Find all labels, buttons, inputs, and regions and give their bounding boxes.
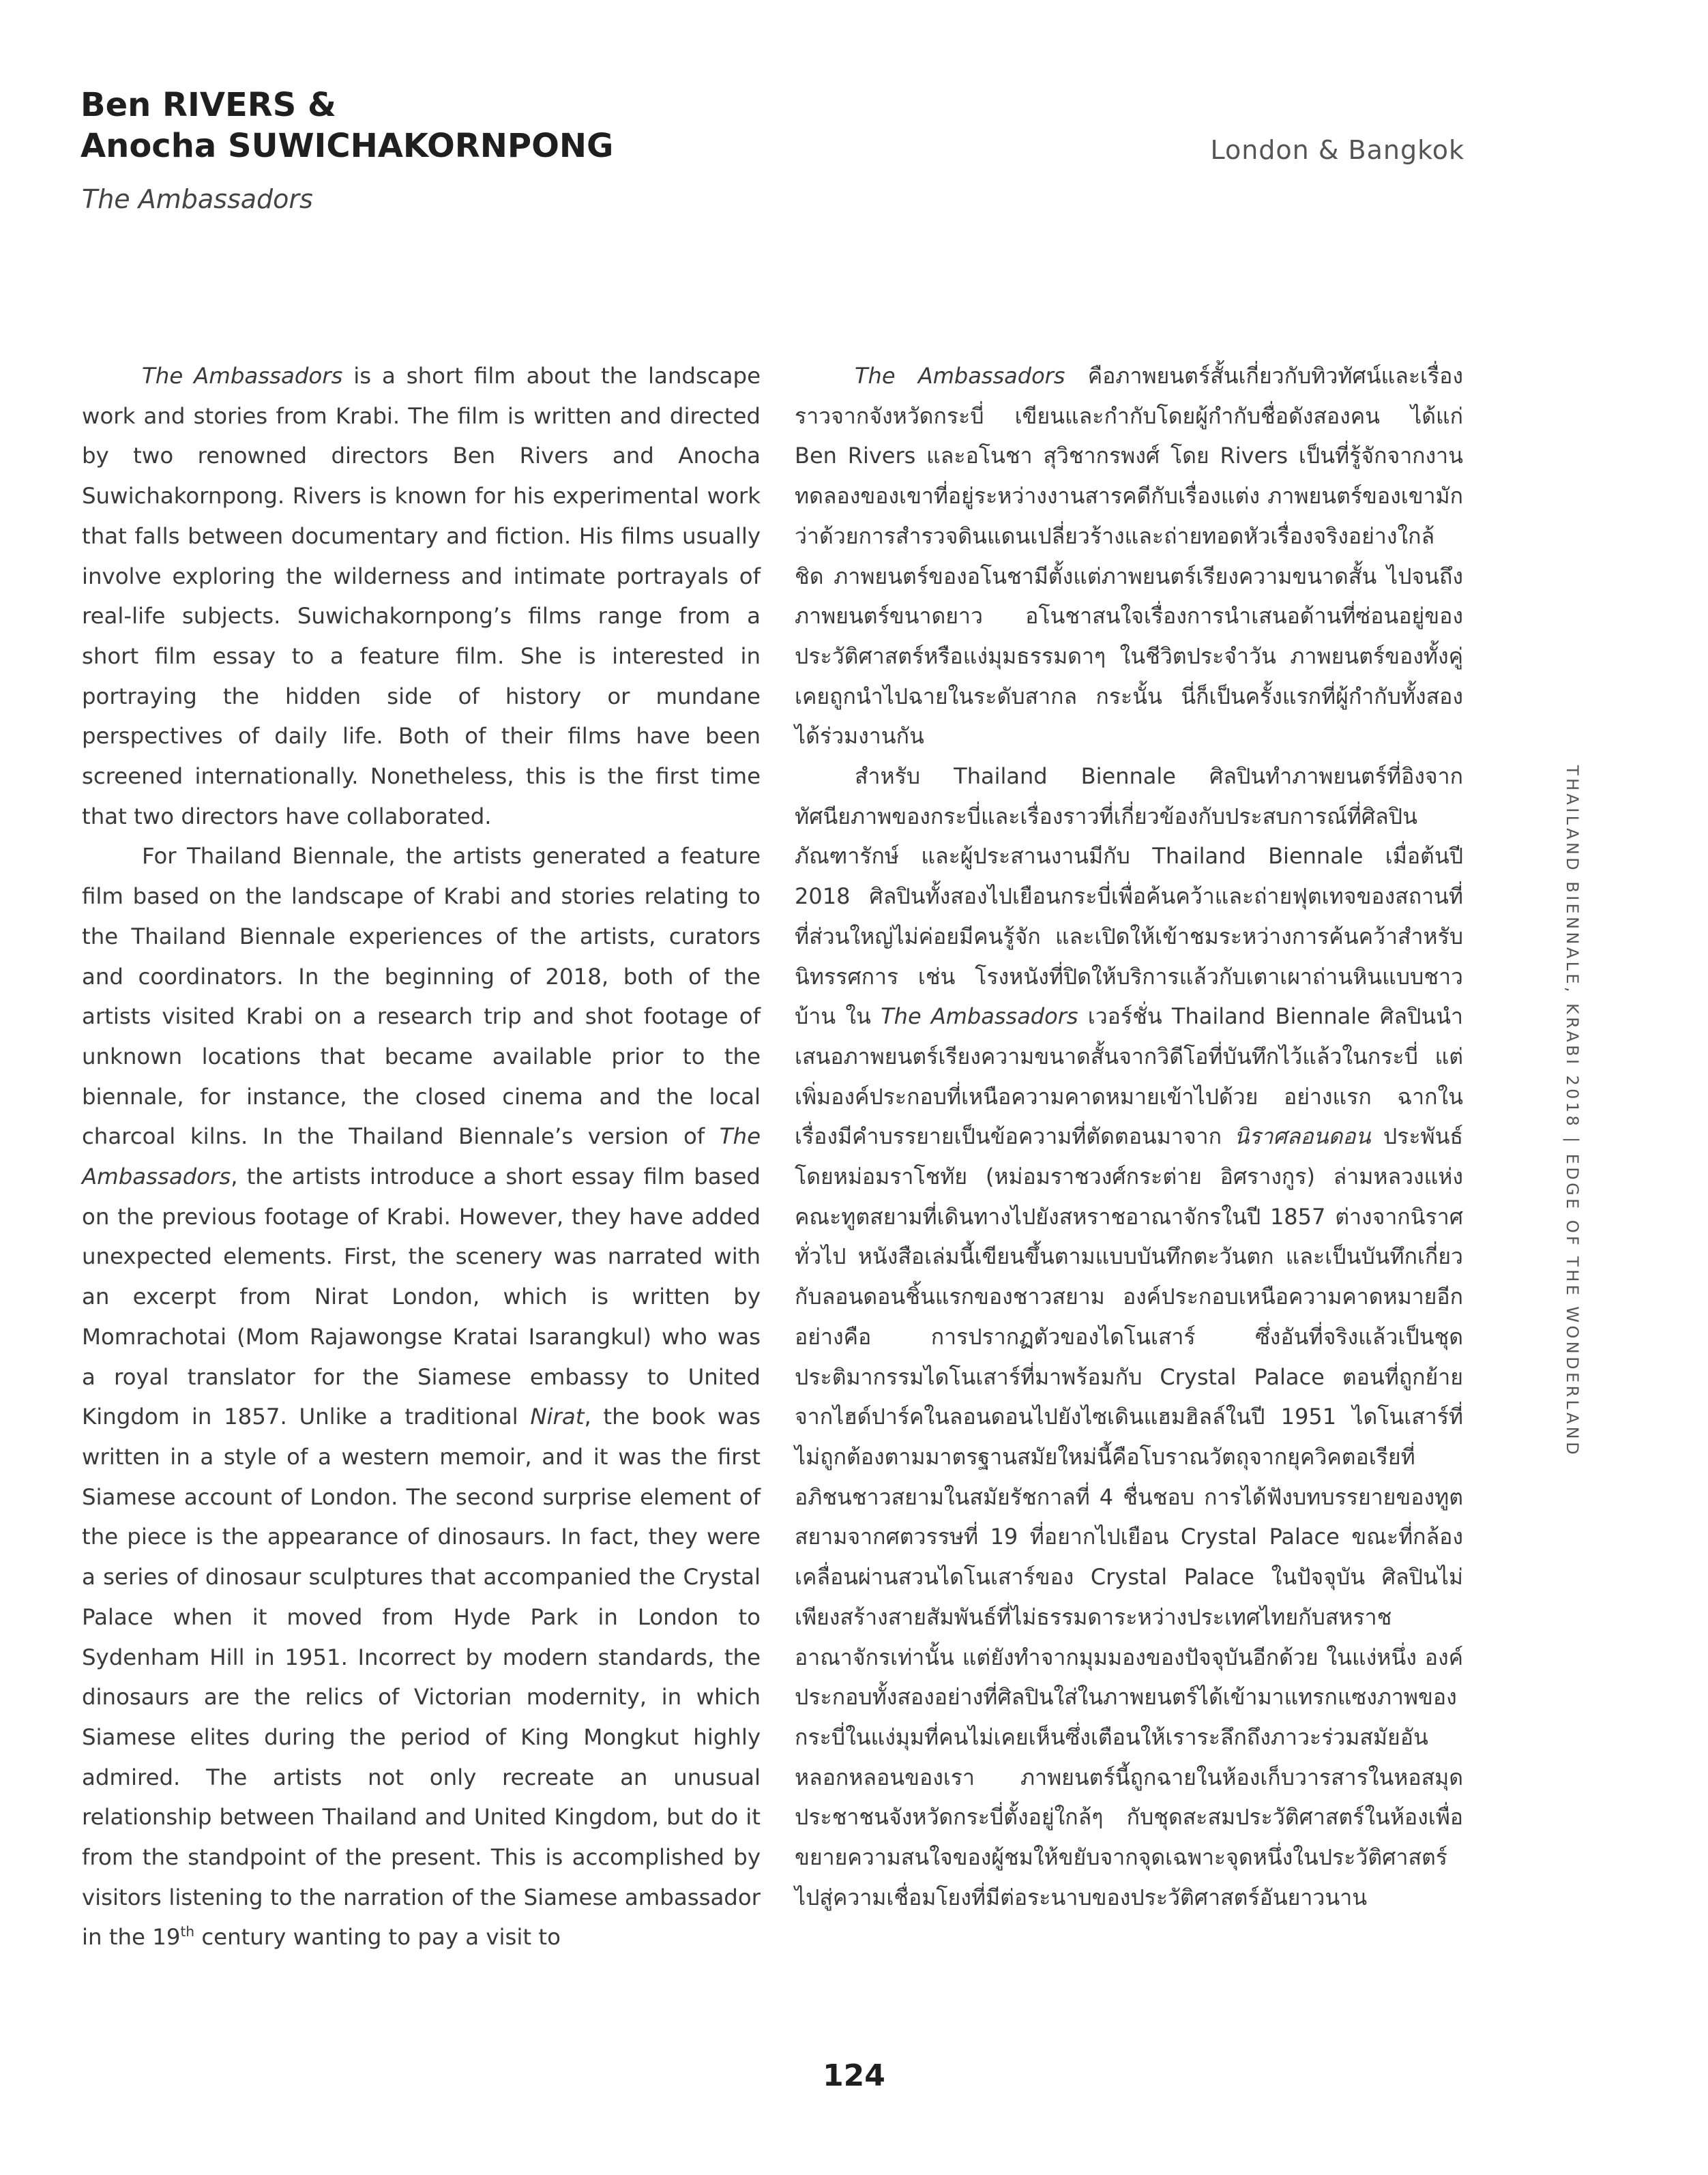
english-p2-text-a: For Thailand Biennale, the artists generated a feature film based on the landscape of Krabi and stories relating to the Thailand Biennale experiences of the artists, curators and coordinators. In the beginning of 2018, both of the artists visited Krabi on a research trip and shot footage of unknown locations that became available prior to the biennale, for instance, the closed cinema and the local charcoal kilns. In the Thailand Biennale’s version of xyxy=(82,843,761,1150)
thai-p2-italic-title: The Ambassadors xyxy=(881,1003,1078,1030)
thai-p1-text: คือภาพยนตร์สั้นเกี่ยวกับทิวทัศน์และเรื่องราวจากจังหวัดกระบี่ เขียนและกำกับโดยผู้กำกับชื่อดังสองคน ได้แก่ Ben Rivers และอโนชา สุวิชากรพงศ์ โดย Rivers เป็นที่รู้จักจากงานทดลองของเขาที่อยู่ระหว่างงานสารคดีกับเรื่องแต่ง ภาพยนตร์ของเขามักว่าด้วยการสำรวจดินแดนเปลี่ยวร้างและถ่ายทอดหัวเรื่องจริงอย่างใกล้ชิด ภาพยนตร์ของอโนชามีตั้งแต่ภาพยนตร์เรียงความขนาดสั้น ไปจนถึงภาพยนตร์ขนาดยาว อโนชาสนใจเรื่องการนำเสนอด้านที่ซ่อนอยู่ของประวัติศาสตร์หรือแง่มุมธรรมดาๆ ในชีวิตประจำวัน ภาพยนตร์ของทั้งคู่เคยถูกนำไปฉายในระดับสากล กระนั้น นี่ก็เป็นครั้งแรกที่ผู้กำกับทั้งสองได้ร่วมงานกัน xyxy=(795,363,1463,750)
english-p2-superscript: th xyxy=(180,1923,195,1940)
thai-column xyxy=(795,356,1463,1966)
english-p2-italic-nirat: Nirat xyxy=(530,1404,585,1430)
thai-p2-text-a: สำหรับ Thailand Biennale ศิลปินทำภาพยนตร์ที่อิงจากทัศนียภาพของกระบี่และเรื่องราวที่เกี่ยวข้องกับประสบการณ์ที่ศิลปิน ภัณฑารักษ์ และผู้ประสานงานมีกับ Thailand Biennale เมื่อต้นปี 2018 ศิลปินทั้งสองไปเยือนกระบี่เพื่อค้นคว้าและถ่ายฟุตเทจของสถานที่ที่ส่วนใหญ่ไม่ค่อยมีคนรู้จัก และเปิดให้เข้าชมระหว่างการค้นคว้าสำหรับนิทรรศการ เช่น โรงหนังที่ปิดให้บริการแล้วกับเตาเผาถ่านหินแบบชาวบ้าน ใน xyxy=(795,763,1463,1030)
english-p2-text-b: , the artists introduce a short essay film based on the previous footage of Krabi. However, they have added unexpected elements. First, the scenery was narrated with an excerpt from Nirat London, which is written by Momrachotai (Mom Rajawongse Kratai Isarangkul) who was a royal translator for the Siamese embassy to United Kingdom in 1857. Unlike a traditional xyxy=(82,1164,761,1430)
thai-p2-italic-nirat: นิราศลอนดอน xyxy=(1234,1123,1371,1150)
vertical-running-header xyxy=(1557,765,1585,1458)
work-title: The Ambassadors xyxy=(82,184,313,214)
english-paragraph-1 xyxy=(82,356,761,836)
english-paragraph-2 xyxy=(82,836,761,1957)
vertical-running-header-text: THAILAND BIENNALE, KRABI 2018 | EDGE OF THE WONDERLAND xyxy=(1563,765,1582,1458)
thai-p2-text-c: ประพันธ์โดยหม่อมราโชทัย (หม่อมราชวงศ์กระต่าย อิศรางกูร) ล่ามหลวงแห่งคณะทูตสยามที่เดินทางไปยังสหราชอาณาจักรในปี 1857 ต่างจากนิราศทั่วไป หนังสือเล่มนี้เขียนขึ้นตามแบบบันทึกตะวันตก และเป็นบันทึกเกี่ยวกับลอนดอนชิ้นแรกของชาวสยาม องค์ประกอบเหนือความคาดหมายอีกอย่างคือ การปรากฏตัวของไดโนเสาร์ ซึ่งอันที่จริงแล้วเป็นชุดประติมากรรมไดโนเสาร์ที่มาพร้อมกับ Crystal Palace ตอนที่ถูกย้ายจากไฮด์ปาร์คในลอนดอนไปยังไซเดินแฮมฮิลล์ในปี 1951 ไดโนเสาร์ที่ไม่ถูกต้องตามมาตรฐานสมัยใหม่นี้คือโบราณวัตถุจากยุควิคตอเรียที่อภิชนชาวสยามในสมัยรัชกาลที่ 4 ชื่นชอบ การได้ฟังบทบรรยายของทูตสยามจากศตวรรษที่ 19 ที่อยากไปเยือน Crystal Palace ขณะที่กล้องเคลื่อนผ่านสวนไดโนเสาร์ของ Crystal Palace ในปัจจุบัน ศิลปินไม่เพียงสร้างสายสัมพันธ์ที่ไม่ธรรมดาระหว่างประเทศไทยกับสหราชอาณาจักรเท่านั้น แต่ยังทำจากมุมมองของปัจจุบันอีกด้วย ในแง่หนึ่ง องค์ประกอบทั้งสองอย่างที่ศิลปินใส่ในภาพยนตร์ได้เข้ามาแทรกแซงภาพของกระบี่ในแง่มุมที่คนไม่เคยเห็นซึ่งเตือนให้เราระลึกถึงภาวะร่วมสมัยอันหลอกหลอนของเรา ภาพยนตร์นี้ถูกฉายในห้องเก็บวารสารในหอสมุดประชาชนจังหวัดกระบี่ตั้งอยู่ใกล้ๆ กับชุดสะสมประวัติศาสตร์ในห้องเพื่อขยายความสนใจของผู้ชมให้ขยับจากจุดเฉพาะจุดหนึ่งในประวัติศาสตร์ไปสู่ความเชื่อมโยงที่มีต่อระนาบของประวัติศาสตร์อันยาวนาน xyxy=(795,1123,1464,1910)
page-number: 124 xyxy=(823,2058,885,2093)
thai-p2-text-b: เวอร์ชั่น Thailand Biennale ศิลปินนำเสนอภาพยนตร์เรียงความขนาดสั้นจากวิดีโอที่บันทึกไว้แล้วในกระบี่ แต่เพิ่มองค์ประกอบที่เหนือความคาดหมายเข้าไปด้วย อย่างแรก ฉากในเรื่องมีคำบรรยายเป็นข้อความที่ตัดตอนมาจาก xyxy=(795,1003,1464,1150)
artist-location: London & Bangkok xyxy=(1210,135,1464,165)
english-p1-text: is a short film about the landscape work and stories from Krabi. The film is written and directed by two renowned directors Ben Rivers and Anocha Suwichakornpong. Rivers is known for his experimental work that falls between documentary and fiction. His films usually involve exploring the wilderness and intimate portrayals of real-life subjects. Suwichakornpong’s films range from a short film essay to a feature film. She is interested in portraying the hidden side of history or mundane perspectives of daily life. Both of their films have been screened internationally. Nonetheless, this is the first time that two directors have collaborated. xyxy=(82,363,761,829)
english-p1-italic-title: The Ambassadors xyxy=(142,363,343,389)
artist-line-2: Anocha SUWICHAKORNPONG xyxy=(80,127,614,165)
artist-names xyxy=(80,85,967,166)
artist-line-1: Ben RIVERS & xyxy=(80,86,336,124)
english-p2-text-d: century wanting to pay a visit to xyxy=(194,1924,561,1951)
english-p2-italic-title: The Ambassadors xyxy=(82,1123,761,1190)
thai-paragraph-2 xyxy=(795,756,1463,1917)
thai-paragraph-1 xyxy=(795,356,1463,756)
english-column xyxy=(82,356,761,1966)
english-p2-text-c: , the book was written in a style of a western memoir, and it was the first Siamese account of London. The second surprise element of the piece is the appearance of dinosaurs. In fact, they were a series of dinosaur sculptures that accompanied the Crystal Palace when it moved from Hyde Park in London to Sydenham Hill in 1951. Incorrect by modern standards, the dinosaurs are the relics of Victorian modernity, in which Siamese elites during the period of King Mongkut highly admired. The artists not only recreate an unusual relationship between Thailand and United Kingdom, but do it from the standpoint of the present. This is accomplished by visitors listening to the narration of the Siamese ambassador in the 19 xyxy=(82,1404,761,1951)
thai-p1-italic-title: The Ambassadors xyxy=(855,363,1065,389)
